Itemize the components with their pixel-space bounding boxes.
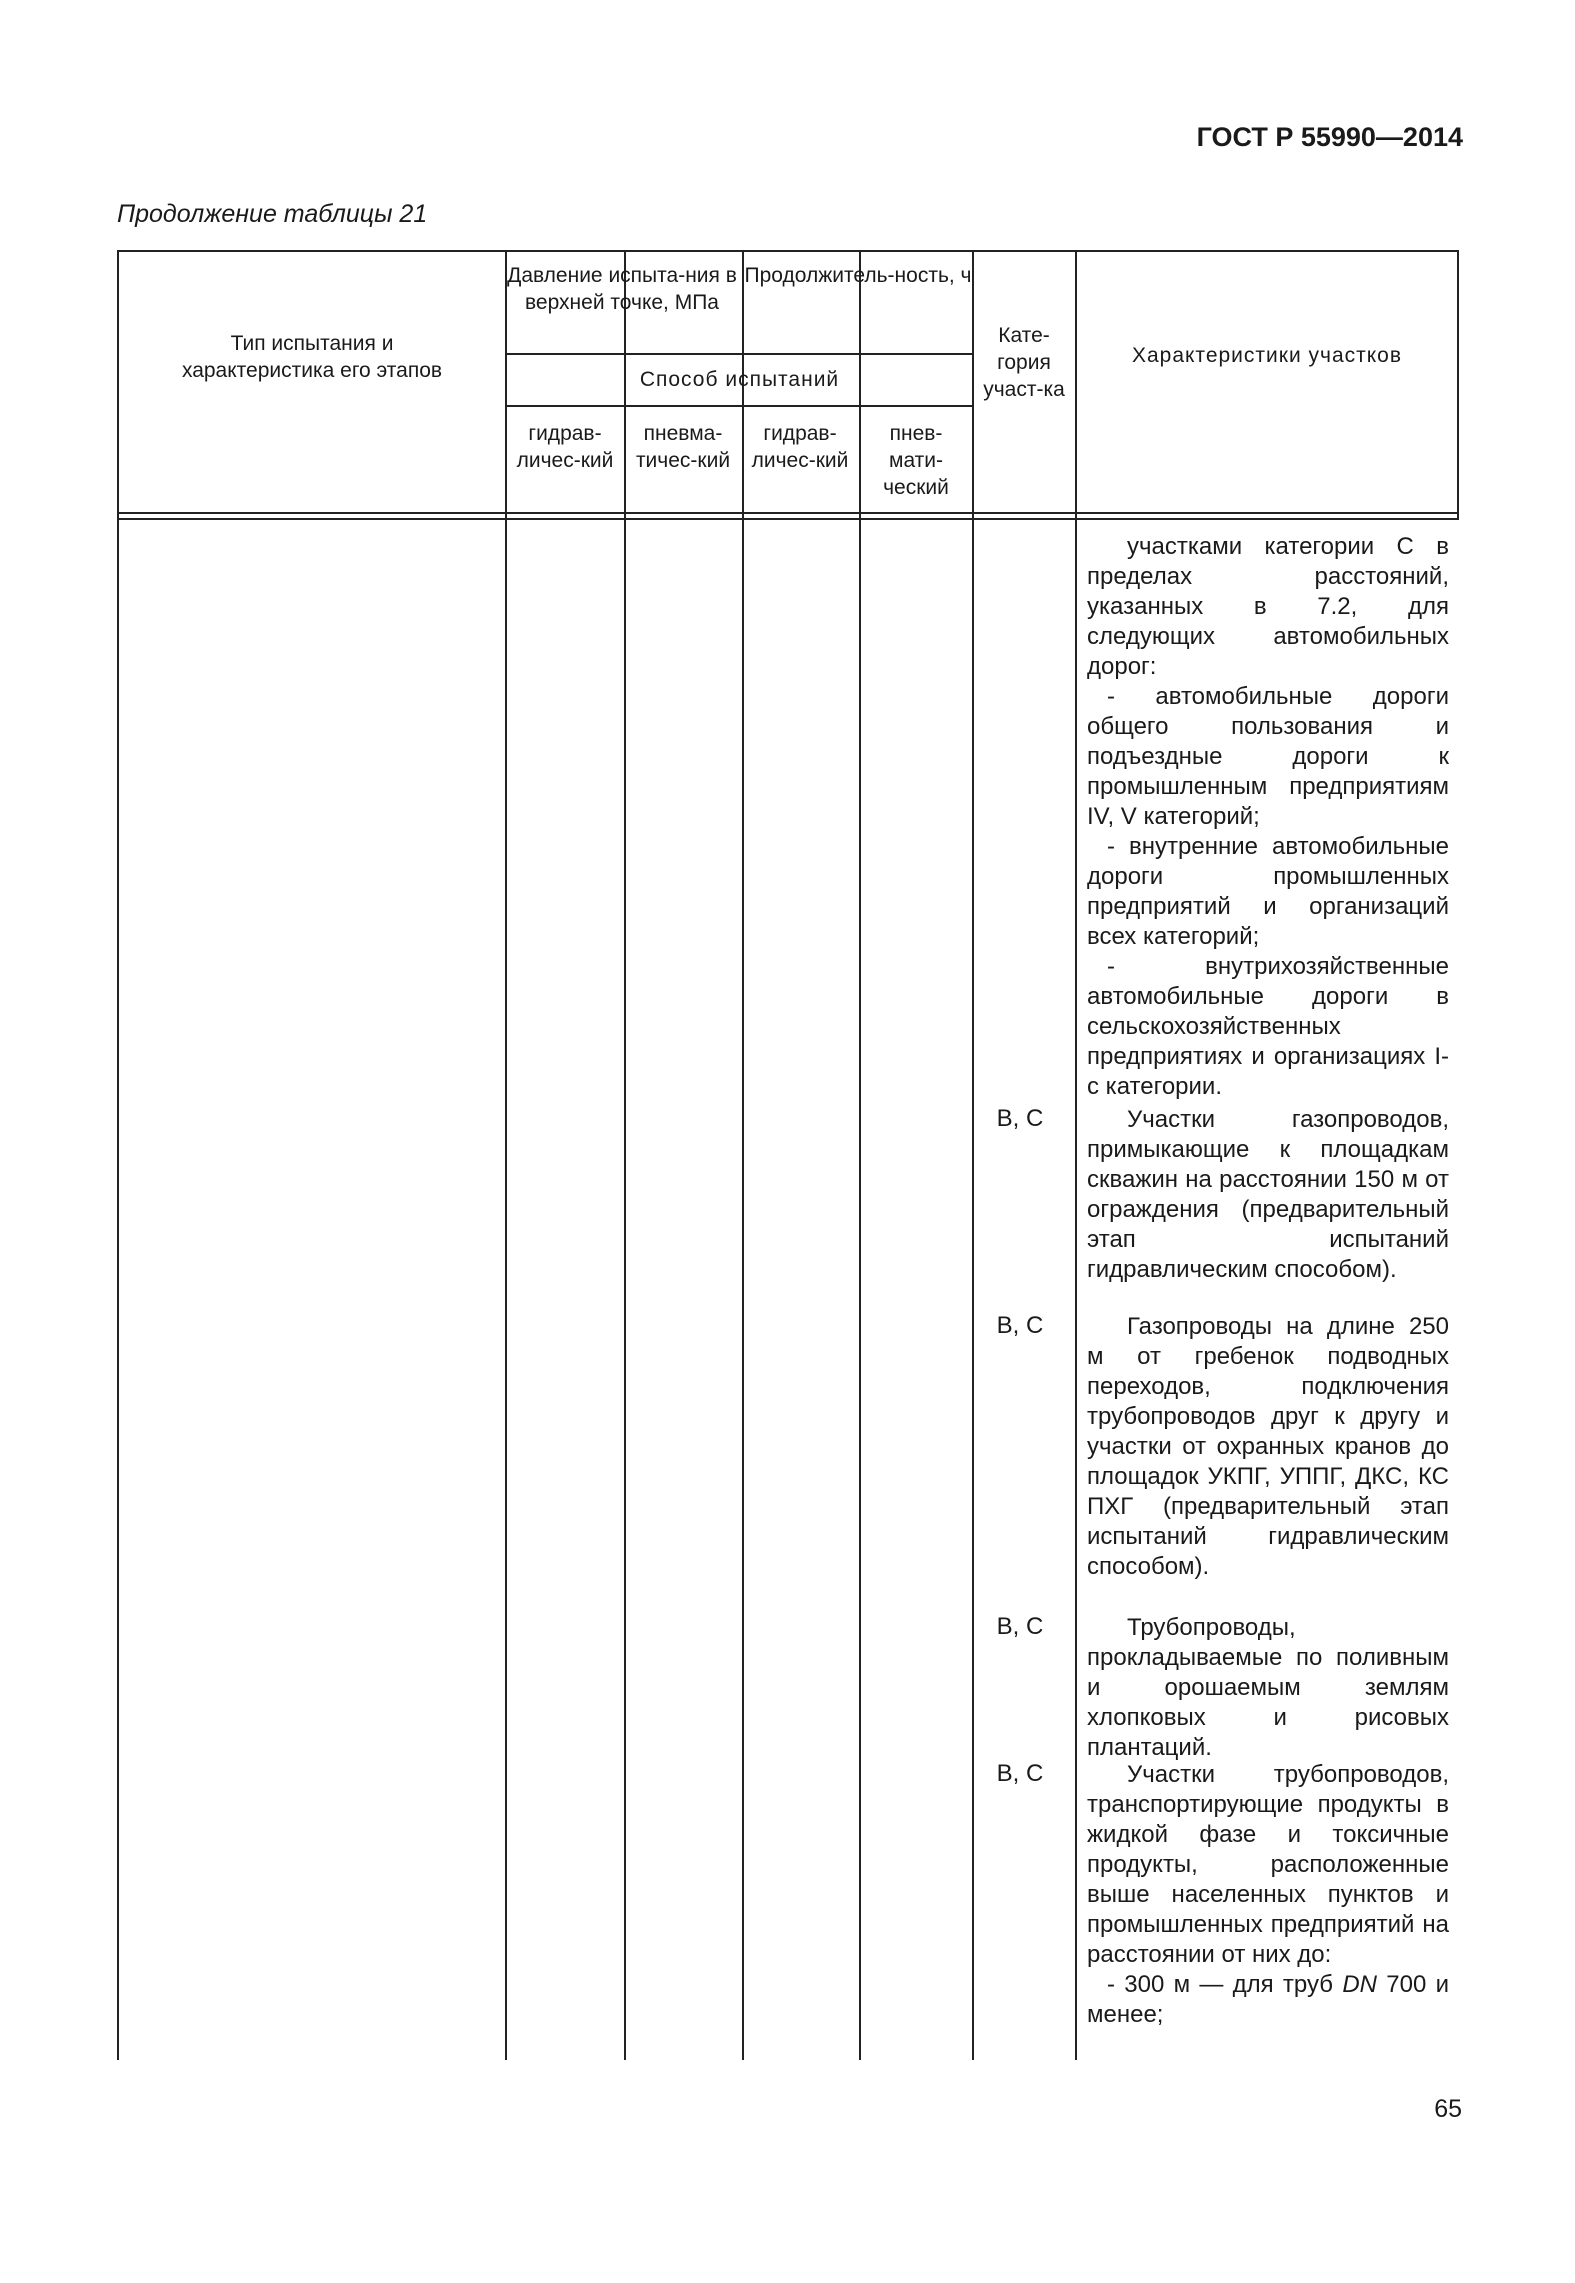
col-line-3 [742,250,744,2060]
row-3-line-1: Газопроводы на длине 250 м от гребенок подводных переходов, подключения трубопроводов друг к другу и участки от охранных кранов до площадок УКПГ, УППГ, ДКС, КС ПХГ (предварительный этап испытаний гидравлическим способом). [1087,1313,1449,1580]
page-number: 65 [1434,2095,1462,2123]
col-line-2 [624,250,626,2060]
table-row-2-category: В, С [996,1105,1044,1132]
row-5-line-2-suffix: 700 и менее; [1087,1971,1449,2028]
document-code: ГОСТ Р 55990—2014 [1196,122,1463,152]
row-1-line-4: - внутрихозяйственные автомобильные дороги в сельскохозяйственных предприятиях и организациях I-с категории. [1087,953,1449,1100]
row-4-line-1: Трубопроводы, прокладываемые по поливным и орошаемым землям хлопковых и рисовых плантаций. [1087,1614,1449,1761]
header-test-type: Тип испытания и характеристика его этапов [181,332,443,382]
header-line-upper [505,353,972,355]
col-line-left [117,250,119,2060]
row-5-line-2-prefix: - 300 м — для труб [1107,1971,1343,1998]
table-top-border [117,250,1459,252]
table-row-3-category: В, С [996,1312,1044,1339]
header-category: Кате-гория участ-ка [983,324,1065,401]
table-row-5-category: В, С [996,1760,1044,1787]
row-5-line-1: Участки трубопроводов, транспортирующие продукты в жидкой фазе и токсичные продукты, расположенные выше населенных пунктов и промышленных предприятий на расстоянии от них до: [1087,1761,1449,1968]
table-row-1-text [1087,532,1449,1102]
row-1-line-3: - внутренние автомобильные дороги промышленных предприятий и организаций всех категорий; [1087,833,1449,950]
table-row-3-text [1087,1312,1449,1582]
table [117,250,1459,2060]
table-row-5-text [1087,1760,1449,2030]
col-line-4 [859,250,861,2060]
header-pneumatic-2: пнев-мати-ческий [883,422,949,499]
table-row-4-text [1087,1613,1449,1763]
col-line-5 [972,250,974,2060]
header-characteristics: Характеристики участков [1131,344,1403,367]
header-pneumatic-1: пневма-тичес-кий [635,422,731,472]
header-hydraulic-2: гидрав-личес-кий [751,422,849,472]
col-line-6 [1075,250,1077,2060]
header-bottom-line-2 [117,518,1459,520]
header-duration: Продолжитель-ность, ч [744,264,972,287]
header-bottom-line-1 [117,512,1459,514]
col-line-1 [505,250,507,2060]
header-line-method [505,405,972,407]
row-1-line-1: участками категории С в пределах расстояний, указанных в 7.2, для следующих автомобильных дорог: [1087,533,1449,680]
table-row-2-text [1087,1105,1449,1285]
header-pressure: Давление испыта-ния в верхней точке, МПа [507,264,737,314]
header-method: Способ испытаний [639,368,840,391]
col-line-right [1457,250,1459,518]
table-caption: Продолжение таблицы 21 [117,200,428,228]
table-row-4-category: В, С [996,1613,1044,1640]
row-5-line-2 [1087,1970,1449,2030]
header-hydraulic-1: гидрав-личес-кий [516,422,614,472]
row-5-line-2-dn: DN [1342,1971,1377,1998]
row-1-line-2: - автомобильные дороги общего пользования и подъездные дороги к промышленным предприятиям IV, V категорий; [1087,683,1449,830]
row-2-line-1: Участки газопроводов, примыкающие к площадкам скважин на расстоянии 150 м от ограждения (предварительный этап испытаний гидравлическим способом). [1087,1106,1449,1283]
